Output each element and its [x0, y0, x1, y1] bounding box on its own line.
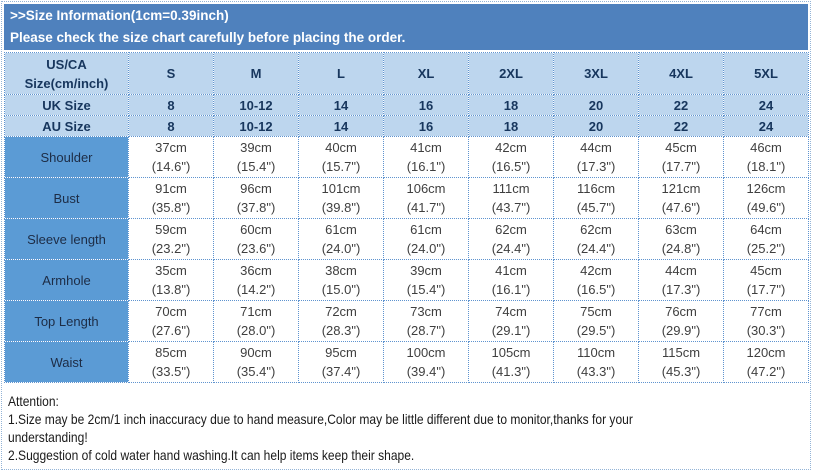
measure-cm: 62cm: [495, 222, 527, 237]
au-row-value: 8: [129, 116, 214, 137]
corner-header-line2: Size(cm/inch): [24, 75, 109, 91]
measure-value-cell: [299, 219, 384, 260]
measure-label: Sleeve length: [5, 219, 129, 260]
measure-inch: (28.0"): [236, 323, 276, 338]
measure-row-shoulder: [5, 137, 809, 178]
measure-value-cell: [214, 301, 299, 342]
measure-inch: (16.1"): [406, 159, 446, 174]
size-col-header-5xl: 5XL: [724, 53, 809, 95]
size-header-row: [5, 53, 809, 95]
measure-inch: (16.5"): [576, 282, 616, 297]
measure-cm: 61cm: [410, 222, 442, 237]
measure-cm: 77cm: [750, 304, 782, 319]
measure-value-cell: [299, 301, 384, 342]
measure-value-cell: [214, 260, 299, 301]
measure-value-cell: [469, 342, 554, 383]
measure-value-cell: [639, 137, 724, 178]
measure-inch: (28.7"): [406, 323, 446, 338]
measure-cm: 75cm: [580, 304, 612, 319]
measure-inch: (28.3"): [321, 323, 361, 338]
measure-value-cell: [724, 219, 809, 260]
measure-inch: (23.6"): [236, 241, 276, 256]
measure-cm: 76cm: [665, 304, 697, 319]
measure-value-cell: [384, 219, 469, 260]
measure-value-cell: [724, 301, 809, 342]
measure-inch: (47.6"): [661, 200, 701, 215]
measure-value-cell: [554, 219, 639, 260]
measure-inch: (35.8"): [151, 200, 191, 215]
measure-cm: 61cm: [325, 222, 357, 237]
banner: [4, 4, 808, 50]
uk-row-value: 10-12: [214, 95, 299, 116]
measure-inch: (37.8"): [236, 200, 276, 215]
banner-title: >>Size Information(1cm=0.39inch): [10, 8, 229, 23]
measure-inch: (15.4"): [406, 282, 446, 297]
measure-cm: 64cm: [750, 222, 782, 237]
measure-inch: (27.6"): [151, 323, 191, 338]
measure-value-cell: [384, 178, 469, 219]
measure-value-cell: [639, 219, 724, 260]
measure-row-sleeve-length: [5, 219, 809, 260]
measure-cm: 45cm: [665, 140, 697, 155]
measure-value-cell: [384, 260, 469, 301]
measure-inch: (25.2"): [746, 241, 786, 256]
measure-inch: (29.5"): [576, 323, 616, 338]
attention-line: understanding!: [8, 429, 88, 445]
measure-inch: (17.7"): [746, 282, 786, 297]
measure-value-cell: [214, 219, 299, 260]
measure-inch: (17.7"): [661, 159, 701, 174]
measure-inch: (24.0"): [321, 241, 361, 256]
size-col-header-3xl: 3XL: [554, 53, 639, 95]
measure-inch: (17.3"): [576, 159, 616, 174]
measure-inch: (43.3"): [576, 364, 616, 379]
size-col-header-2xl: 2XL: [469, 53, 554, 95]
size-col-header-m: M: [214, 53, 299, 95]
measure-value-cell: [639, 178, 724, 219]
measure-inch: (18.1"): [746, 159, 786, 174]
measure-cm: 106cm: [406, 181, 446, 196]
measure-cm: 44cm: [665, 263, 697, 278]
measure-inch: (16.1"): [491, 282, 531, 297]
size-col-header-l: L: [299, 53, 384, 95]
measure-cm: 96cm: [240, 181, 272, 196]
measure-label: Top Length: [5, 301, 129, 342]
corner-header-line1: US/CA: [46, 56, 87, 72]
au-row-value: 22: [639, 116, 724, 137]
measure-inch: (39.4"): [406, 364, 446, 379]
au-row-value: 20: [554, 116, 639, 137]
measure-cm: 121cm: [661, 181, 701, 196]
measure-row-top-length: [5, 301, 809, 342]
au-row-label: AU Size: [5, 116, 129, 137]
attention-line: 2.Suggestion of cold water hand washing.It can help items keep their shape.: [8, 447, 415, 463]
measure-value-cell: [724, 260, 809, 301]
measure-inch: (23.2"): [151, 241, 191, 256]
measure-cm: 41cm: [495, 263, 527, 278]
measure-value-cell: [214, 342, 299, 383]
measure-value-cell: [129, 342, 214, 383]
measure-cm: 126cm: [746, 181, 786, 196]
uk-row-value: 16: [384, 95, 469, 116]
measure-inch: (29.1"): [491, 323, 531, 338]
measure-value-cell: [384, 137, 469, 178]
measure-label: Armhole: [5, 260, 129, 301]
measure-cm: 101cm: [321, 181, 361, 196]
measure-cm: 71cm: [240, 304, 272, 319]
attention-note: [4, 383, 808, 464]
measure-cm: 74cm: [495, 304, 527, 319]
measure-value-cell: [129, 137, 214, 178]
attention-line: 1.Size may be 2cm/1 inch inaccuracy due to hand measure,Color may be little different due to monitor,thanks for your: [8, 411, 633, 427]
measure-cm: 62cm: [580, 222, 612, 237]
measure-value-cell: [129, 260, 214, 301]
attention-lines: [8, 392, 696, 464]
measure-value-cell: [299, 178, 384, 219]
measure-value-cell: [639, 301, 724, 342]
attention-line: Attention:: [8, 393, 59, 409]
measure-cm: 38cm: [325, 263, 357, 278]
measure-cm: 39cm: [410, 263, 442, 278]
measure-inch: (15.0"): [321, 282, 361, 297]
measure-cm: 70cm: [155, 304, 187, 319]
measure-inch: (13.8"): [151, 282, 191, 297]
measure-cm: 46cm: [750, 140, 782, 155]
measure-inch: (24.8"): [661, 241, 701, 256]
measure-cm: 73cm: [410, 304, 442, 319]
measure-inch: (45.7"): [576, 200, 616, 215]
measure-value-cell: [554, 301, 639, 342]
measure-cm: 115cm: [661, 345, 701, 360]
au-row-value: 10-12: [214, 116, 299, 137]
measure-value-cell: [639, 260, 724, 301]
au-row-value: 18: [469, 116, 554, 137]
measure-cm: 91cm: [155, 181, 187, 196]
measure-value-cell: [384, 301, 469, 342]
measure-inch: (41.7"): [406, 200, 446, 215]
measure-cm: 72cm: [325, 304, 357, 319]
measure-value-cell: [129, 301, 214, 342]
measure-label: Waist: [5, 342, 129, 383]
size-col-header-s: S: [129, 53, 214, 95]
au-row-value: 24: [724, 116, 809, 137]
measure-cm: 41cm: [410, 140, 442, 155]
measure-value-cell: [724, 178, 809, 219]
measure-cm: 85cm: [155, 345, 187, 360]
measure-inch: (47.2"): [746, 364, 786, 379]
measure-cm: 42cm: [580, 263, 612, 278]
measure-value-cell: [384, 342, 469, 383]
measure-value-cell: [639, 342, 724, 383]
measure-inch: (14.2"): [236, 282, 276, 297]
measure-value-cell: [469, 178, 554, 219]
measure-value-cell: [469, 260, 554, 301]
measure-label: Bust: [5, 178, 129, 219]
size-chart-sheet: [1, 1, 811, 470]
banner-subtitle: Please check the size chart carefully before placing the order.: [10, 30, 406, 45]
measure-value-cell: [554, 137, 639, 178]
au-row-value: 16: [384, 116, 469, 137]
size-col-header-xl: XL: [384, 53, 469, 95]
measure-cm: 35cm: [155, 263, 187, 278]
corner-header: [5, 53, 129, 95]
measure-inch: (41.3"): [491, 364, 531, 379]
measure-cm: 44cm: [580, 140, 612, 155]
measure-cm: 63cm: [665, 222, 697, 237]
measure-cm: 116cm: [576, 181, 616, 196]
measure-label: Shoulder: [5, 137, 129, 178]
measure-cm: 37cm: [155, 140, 187, 155]
measure-value-cell: [214, 178, 299, 219]
measure-value-cell: [129, 219, 214, 260]
measure-cm: 100cm: [406, 345, 446, 360]
measure-value-cell: [724, 342, 809, 383]
uk-row-value: 18: [469, 95, 554, 116]
au-row-value: 14: [299, 116, 384, 137]
measure-inch: (15.4"): [236, 159, 276, 174]
uk-row: [5, 95, 809, 116]
measure-inch: (39.8"): [321, 200, 361, 215]
measure-inch: (35.4"): [236, 364, 276, 379]
size-col-header-4xl: 4XL: [639, 53, 724, 95]
measure-cm: 110cm: [576, 345, 616, 360]
measure-value-cell: [469, 219, 554, 260]
uk-row-value: 22: [639, 95, 724, 116]
measure-value-cell: [299, 260, 384, 301]
measure-inch: (14.6"): [151, 159, 191, 174]
measure-cm: 95cm: [325, 345, 357, 360]
measure-inch: (24.0"): [406, 241, 446, 256]
measure-cm: 105cm: [491, 345, 531, 360]
measure-cm: 120cm: [746, 345, 786, 360]
measure-inch: (29.9"): [661, 323, 701, 338]
measure-row-armhole: [5, 260, 809, 301]
measure-value-cell: [554, 342, 639, 383]
measure-cm: 111cm: [492, 181, 530, 196]
measure-inch: (17.3"): [661, 282, 701, 297]
measure-inch: (15.7"): [321, 159, 361, 174]
measure-inch: (24.4"): [576, 241, 616, 256]
measure-inch: (37.4"): [321, 364, 361, 379]
measure-value-cell: [299, 342, 384, 383]
measure-inch: (24.4"): [491, 241, 531, 256]
measure-value-cell: [129, 178, 214, 219]
measure-cm: 42cm: [495, 140, 527, 155]
uk-row-value: 24: [724, 95, 809, 116]
measure-inch: (49.6"): [746, 200, 786, 215]
measure-cm: 45cm: [750, 263, 782, 278]
measure-value-cell: [469, 137, 554, 178]
uk-row-value: 8: [129, 95, 214, 116]
uk-row-label: UK Size: [5, 95, 129, 116]
measure-inch: (30.3"): [746, 323, 786, 338]
size-table: [4, 52, 809, 383]
measure-inch: (45.3"): [661, 364, 701, 379]
au-row: [5, 116, 809, 137]
measure-cm: 39cm: [240, 140, 272, 155]
measure-value-cell: [554, 178, 639, 219]
measure-inch: (43.7"): [491, 200, 531, 215]
measure-value-cell: [469, 301, 554, 342]
measure-cm: 59cm: [155, 222, 187, 237]
measure-value-cell: [554, 260, 639, 301]
measure-value-cell: [299, 137, 384, 178]
measure-row-bust: [5, 178, 809, 219]
measure-cm: 90cm: [240, 345, 272, 360]
measure-row-waist: [5, 342, 809, 383]
measure-cm: 60cm: [240, 222, 272, 237]
measure-inch: (33.5"): [151, 364, 191, 379]
uk-row-value: 20: [554, 95, 639, 116]
measure-value-cell: [724, 137, 809, 178]
uk-row-value: 14: [299, 95, 384, 116]
measure-cm: 36cm: [240, 263, 272, 278]
measure-inch: (16.5"): [491, 159, 531, 174]
measure-value-cell: [214, 137, 299, 178]
measure-cm: 40cm: [325, 140, 357, 155]
